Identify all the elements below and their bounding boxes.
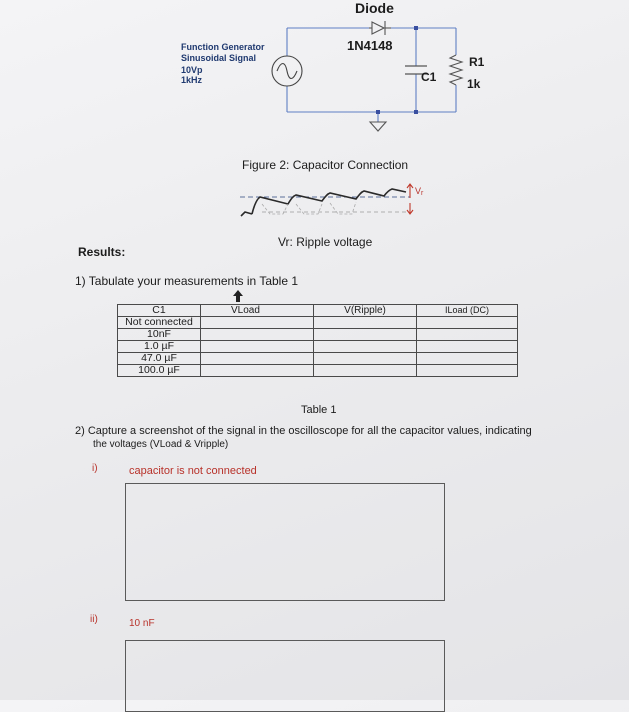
row-label: 47.0 µF	[118, 353, 201, 365]
table-row	[118, 329, 518, 341]
table-cell[interactable]	[314, 317, 417, 329]
table-cell[interactable]	[201, 317, 314, 329]
table-cell[interactable]	[314, 365, 417, 377]
table-cell[interactable]	[417, 341, 518, 353]
diode-part-number: 1N4148	[347, 38, 393, 53]
table-caption: Table 1	[301, 404, 337, 416]
table-cell[interactable]	[314, 353, 417, 365]
generator-label-1: Function Generator	[181, 42, 265, 52]
generator-label-2: Sinusoidal Signal	[181, 53, 257, 63]
col-header-vload: VLoad	[201, 305, 314, 317]
table-cell[interactable]	[314, 329, 417, 341]
resistor-label: R1	[469, 55, 485, 69]
figure-caption: Figure 2: Capacitor Connection	[242, 158, 409, 172]
table-row	[118, 317, 518, 329]
table-cell[interactable]	[417, 329, 518, 341]
resistor-value: 1k	[467, 77, 481, 91]
step2-instruction-line1: 2) Capture a screenshot of the signal in the oscilloscope for all the capacitor values, indicating	[75, 425, 532, 437]
table-row	[118, 353, 518, 365]
item-ii-label: 10 nF	[129, 618, 155, 629]
col-header-c1: C1	[118, 305, 201, 317]
row-label: 100.0 µF	[118, 365, 201, 377]
ripple-marker-arrow	[407, 184, 413, 214]
ripple-waveform	[0, 0, 629, 260]
table-cell[interactable]	[201, 341, 314, 353]
col-header-iload: ILoad (DC)	[417, 305, 518, 317]
table-row	[118, 365, 518, 377]
screenshot-box-no-capacitor[interactable]	[125, 483, 445, 601]
item-ii-marker: ii)	[90, 614, 98, 625]
diode-heading: Diode	[355, 0, 394, 16]
row-label: 10nF	[118, 329, 201, 341]
table-cell[interactable]	[417, 365, 518, 377]
ripple-caption: Vr: Ripple voltage	[278, 235, 373, 249]
table-header-row	[118, 305, 518, 317]
row-label: 1.0 µF	[118, 341, 201, 353]
generator-label-3: 10Vp	[181, 65, 203, 75]
results-heading: Results:	[78, 245, 126, 259]
generator-label-4: 1kHz	[181, 75, 203, 85]
capacitor-label: C1	[421, 70, 437, 84]
item-i-marker: i)	[92, 463, 98, 474]
screenshot-box-10nf[interactable]	[125, 640, 445, 712]
table-cell[interactable]	[201, 365, 314, 377]
table-cell[interactable]	[417, 353, 518, 365]
table-cell[interactable]	[201, 353, 314, 365]
step2-instruction-line2: the voltages (VLoad & Vripple)	[93, 439, 229, 450]
table-row	[118, 341, 518, 353]
item-i-label: capacitor is not connected	[129, 465, 257, 477]
ripple-marker-label: $V_r$	[415, 186, 424, 197]
table-cell[interactable]	[417, 317, 518, 329]
col-header-vripple: V(Ripple)	[314, 305, 417, 317]
measurement-table	[117, 304, 518, 377]
step1-instruction: 1) Tabulate your measurements in Table 1	[75, 274, 299, 288]
row-label: Not connected	[118, 317, 201, 329]
table-cell[interactable]	[201, 329, 314, 341]
table-cell[interactable]	[314, 341, 417, 353]
